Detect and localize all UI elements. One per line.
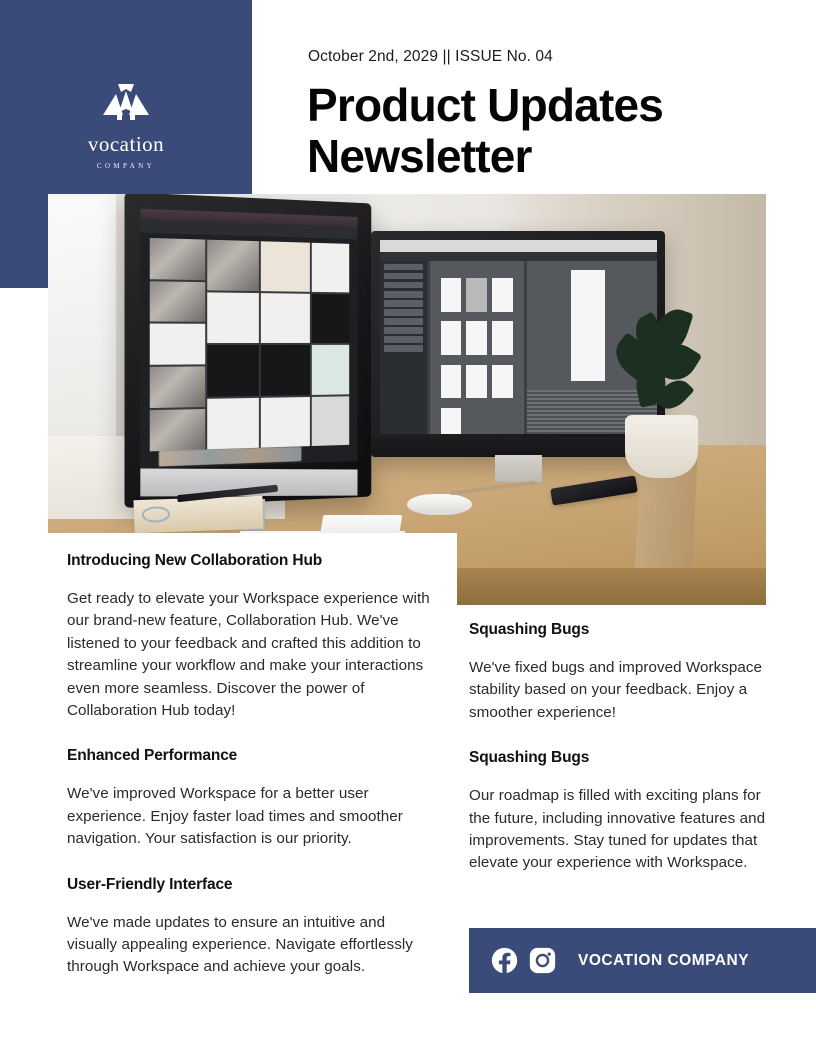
article-block [67,551,435,722]
hero-image [48,194,766,605]
imac-grid-cell [312,396,350,446]
imac-grid-cell [260,241,310,292]
layer-row [384,264,424,270]
artboard [441,278,462,312]
photo-notebook [134,496,264,533]
section-body: We've made updates to ensure an intuitive and visually appealing experience. Navigate effortlessly through Workspace and achieve your goals. [67,913,413,976]
imac-grid-col [207,240,258,450]
imac-grid-cell [260,397,310,448]
imac-grid-cell [207,346,258,397]
article-block [67,875,435,979]
workspace-photo [48,194,766,605]
imac-grid-col [260,241,310,447]
footer-bar [469,928,816,993]
layer-row [384,327,424,333]
article-block [469,620,769,724]
imac-grid-cell [207,398,258,450]
photo-imac [127,198,378,502]
article-block [67,746,435,850]
imac-canvas [150,238,350,451]
imac-grid-cell [312,294,350,343]
imac-grid-cell [150,367,206,408]
imac-grid-cell [260,293,310,343]
imac-grid-cell [150,409,206,451]
section-heading: Introducing New Collaboration Hub [67,552,323,569]
imac-screen [140,209,357,470]
imac-grid-col [312,243,350,446]
plant-pot [625,415,698,477]
imac-grid-cell [312,243,350,293]
monitor-stand [495,455,542,482]
section-heading: Squashing Bugs [469,749,590,767]
artboard [466,321,487,355]
layer-row [384,318,424,324]
artboard [466,278,487,312]
left-content-column [67,551,435,979]
logo-wordmark: vocation [87,132,165,156]
layer-row [384,291,424,297]
photo-plant [608,305,716,478]
layer-row [384,300,424,306]
artboard [492,365,513,399]
section-body: Get ready to elevate your Workspace experience with our brand-new feature, Collaboration Hub. We've listened to your feedback and crafted this addition to streamline your workflow and make your interactions even more seamless. Discover the power of Collaboration Hub today! [67,590,430,720]
artboard [441,365,462,399]
imac-grid-cell [150,238,206,280]
article-block [469,748,769,875]
page-title: Product Updates Newsletter [307,79,664,182]
instagram-icon[interactable] [529,947,556,974]
section-body: We've fixed bugs and improved Workspace stability based on your feedback. Enjoy a smoother experience! [469,659,762,721]
issue-line: October 2nd, 2029 || ISSUE No. 04 [308,48,553,65]
section-heading: Squashing Bugs [469,621,590,638]
artboard [492,321,513,355]
photo-trackpad [319,515,403,544]
imac-grid-cell [207,293,258,344]
notebook-ring [142,506,171,523]
layer-row [384,345,424,351]
footer-company-name: VOCATION COMPANY [578,951,750,969]
facebook-icon[interactable] [491,947,518,974]
preview-artboard [571,270,605,380]
photo-mouse [407,494,472,515]
section-body: Our roadmap is filled with exciting plans for the future, including innovative features and improvements. Stay tuned for updates that elevate your experience with Workspace. [469,787,766,872]
imac-grid-cell [150,324,206,365]
imac-grid-cell [207,240,258,292]
monitor-titlebar [380,240,657,252]
imac-grid-cell [260,345,310,395]
imac-grid-cell [150,281,206,322]
section-heading: Enhanced Performance [67,747,238,765]
right-content-column [469,620,769,875]
logo [0,82,252,170]
vocation-monogram-icon [95,82,157,130]
artboard [492,278,513,312]
layer-row [384,309,424,315]
layer-row [384,273,424,279]
imac-grid-cell [312,345,350,394]
monitor-layers-panel [380,261,427,434]
imac-grid-col [150,238,206,451]
monitor-toolbar [380,252,657,262]
imac-dock [159,447,302,467]
layer-row [384,282,424,288]
logo-subtext: COMPANY [96,162,156,170]
artboard [466,365,487,399]
section-heading: User-Friendly Interface [67,875,233,893]
artboard [441,321,462,355]
section-body: We've improved Workspace for a better user experience. Enjoy faster load times and smoother navigation. Your satisfaction is our priority. [67,785,403,848]
monitor-artboards [430,261,524,434]
layer-row [384,336,424,342]
artboard [441,408,462,434]
